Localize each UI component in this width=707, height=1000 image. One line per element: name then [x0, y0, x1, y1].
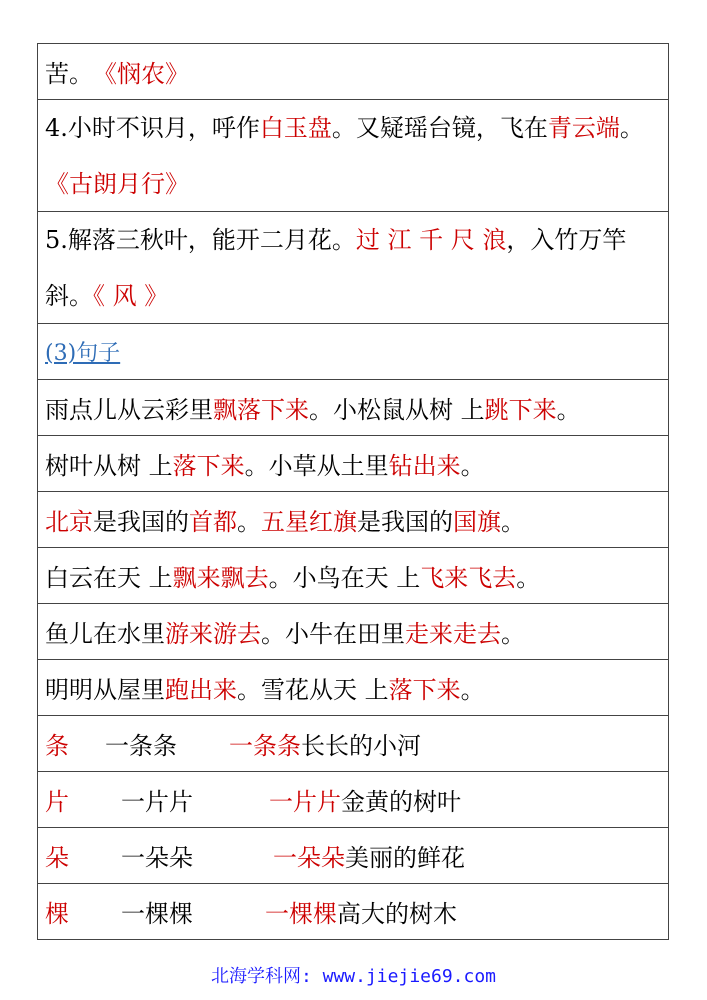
answer-text: 白玉盘 [259, 114, 332, 142]
content-table [37, 43, 669, 940]
answer-text: 飘落下来 [213, 396, 309, 424]
answer-text: 飞来飞去 [420, 564, 517, 592]
answer-text: 钻出来 [388, 452, 461, 480]
poem-title: 《古朗月行》 [45, 170, 189, 198]
table-row [37, 772, 669, 828]
reduplicated-word: 一片片 [121, 788, 193, 816]
answer-text: 游来游去 [165, 620, 261, 648]
answer-text: 一片片 [269, 788, 341, 816]
measure-word: 朵 [45, 844, 69, 872]
table-row [37, 100, 669, 212]
row-text: 鱼儿在水里 [45, 620, 165, 648]
poem-title: 《悯农》 [93, 60, 189, 88]
measure-word: 条 [45, 732, 69, 760]
row-text: 。小牛在田里 [261, 620, 405, 648]
row-text: 。 [501, 508, 525, 536]
row-text: 。 [516, 564, 541, 592]
answer-text: 跳下来 [484, 396, 557, 424]
row-text: 。 [619, 114, 644, 142]
footer-watermark[interactable]: 北海学科网: www.jiejie69.com [210, 966, 497, 987]
poem-title: 《 风 》 [93, 282, 169, 310]
answer-text: 青云端 [547, 114, 620, 142]
answer-text: 落下来 [172, 452, 245, 480]
answer-text: 一朵朵 [273, 844, 345, 872]
row-text: 5.解落三秋叶，能开二月花。 [45, 226, 356, 254]
row-text: 白云在天 上 [45, 564, 173, 592]
phrase-text: 高大的树木 [337, 900, 457, 928]
row-text: 雨点儿从云彩里 [45, 396, 213, 424]
row-text: 。又疑瑶台镜，飞在 [331, 114, 548, 142]
row-text: 是我国的 [357, 508, 453, 536]
table-row [37, 492, 669, 548]
answer-text: 过 江 千 尺 浪 [355, 226, 507, 254]
table-row [37, 884, 669, 940]
row-text: ，入竹万竿 [506, 226, 627, 254]
row-text: 。小松鼠从树 上 [309, 396, 485, 424]
row-text: 。小鸟在天 上 [268, 564, 421, 592]
table-row [37, 660, 669, 716]
row-text: 是我国的 [93, 508, 189, 536]
table-row [37, 548, 669, 604]
row-text: 苦。 [45, 60, 93, 88]
answer-text: 落下来 [388, 676, 461, 704]
table-row [37, 436, 669, 492]
table-row [37, 828, 669, 884]
row-text: 。 [556, 396, 581, 424]
reduplicated-word: 一条条 [105, 732, 177, 760]
table-row [37, 604, 669, 660]
table-row [37, 380, 669, 436]
row-text: 。 [237, 508, 261, 536]
row-text: 。 [460, 676, 485, 704]
phrase-text: 美丽的鲜花 [345, 844, 465, 872]
answer-text: 一条条 [229, 732, 301, 760]
row-text: 。小草从土里 [244, 452, 389, 480]
answer-text: 五星红旗 [261, 508, 357, 536]
row-text: 树叶从树 上 [45, 452, 173, 480]
answer-text: 跑出来 [165, 676, 237, 704]
phrase-text: 长长的小河 [301, 732, 421, 760]
reduplicated-word: 一朵朵 [121, 844, 193, 872]
row-text: 4.小时不识月，呼作 [45, 114, 260, 142]
section-heading-link[interactable]: (3)句子 [45, 341, 121, 366]
row-text: 明明从屋里 [45, 676, 165, 704]
table-row [37, 324, 669, 380]
answer-text: 首都 [189, 508, 237, 536]
table-row [37, 212, 669, 324]
reduplicated-word: 一棵棵 [121, 900, 193, 928]
answer-text: 一棵棵 [265, 900, 337, 928]
row-text: 。 [501, 620, 525, 648]
row-text: 斜。 [45, 282, 93, 310]
phrase-text: 金黄的树叶 [341, 788, 461, 816]
row-text: 。雪花从天 上 [237, 676, 389, 704]
measure-word: 片 [45, 788, 69, 816]
measure-word: 棵 [45, 900, 69, 928]
answer-text: 国旗 [453, 508, 501, 536]
answer-text: 北京 [45, 508, 93, 536]
row-text: 。 [460, 452, 485, 480]
table-row [37, 44, 669, 100]
answer-text: 走来走去 [405, 620, 501, 648]
table-row [37, 716, 669, 772]
answer-text: 飘来飘去 [172, 564, 269, 592]
